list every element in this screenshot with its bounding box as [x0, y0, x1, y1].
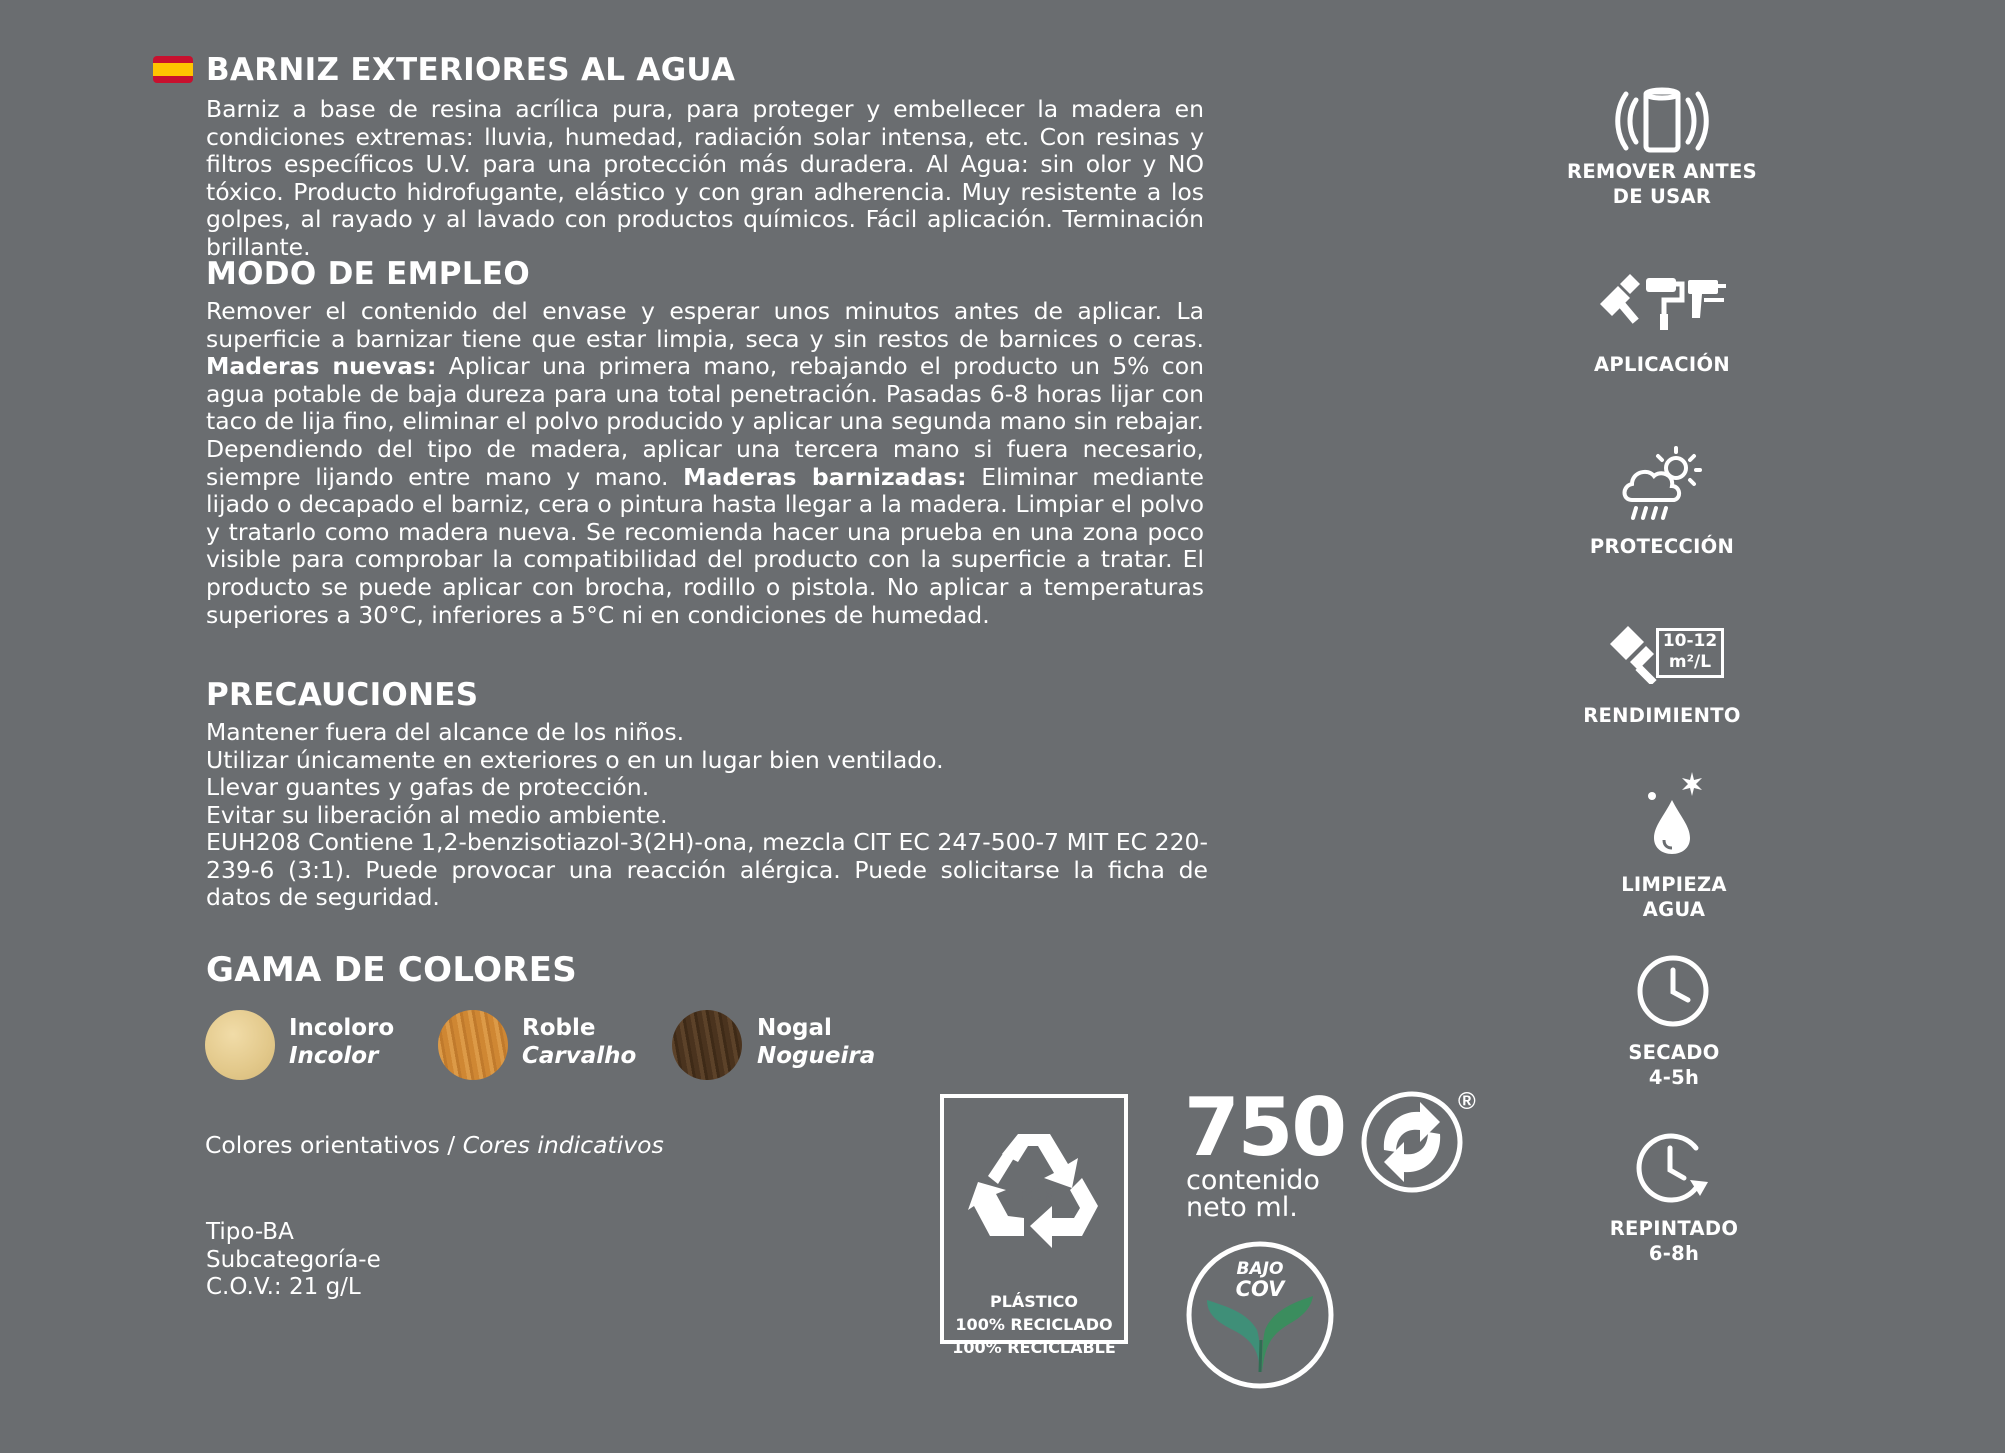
icon-label-line: 6-8h: [1648, 1242, 1700, 1265]
registered-mark: ®: [1458, 1088, 1476, 1115]
icon-label-line: DE USAR: [1612, 185, 1712, 208]
pcr-line: 100% RECICLABLE: [952, 1338, 1116, 1357]
swatch-alt-name: Carvalho: [522, 1043, 637, 1069]
brush-roller-spray-icon: [1596, 270, 1728, 332]
pcr-recycled-box: [940, 1094, 1128, 1357]
swatch-alt-name: Incolor: [289, 1043, 379, 1069]
spain-flag-icon: [153, 56, 193, 83]
coverage-unit: m²/L: [1668, 652, 1712, 672]
water-drop-icon: [1644, 768, 1708, 856]
pcr-line: 100% RECICLADO: [955, 1315, 1113, 1334]
swatch-name: Nogal: [757, 1015, 832, 1041]
colors-note-separator: /: [439, 1131, 463, 1159]
precaucion-line: Mantener fuera del alcance de los niños.: [206, 718, 685, 746]
precaucion-line: Llevar guantes y gafas de protección.: [206, 773, 650, 802]
icon-label-line: LIMPIEZA: [1621, 873, 1727, 896]
coverage-value: 10-12: [1662, 631, 1718, 651]
clock-repeat-icon: [1634, 1130, 1714, 1206]
tipo-line: Subcategoría-e: [206, 1246, 381, 1273]
maderas-nuevas-label: Maderas nuevas:: [206, 352, 437, 381]
swatch-incoloro: [205, 1010, 275, 1080]
euh208-statement: EUH208 Contiene 1,2-benzisotiazol-3(2H)-ona, mezcla CIT EC 247-500-7 MIT EC 220-239-6 (3:1). Puede provocar una reacción alérgica. Puede solicitarse la ficha de datos de seguridad.: [206, 828, 1208, 912]
icon-label-aplicacion: [1552, 352, 1772, 377]
product-title: BARNIZ EXTERIORES AL AGUA: [206, 52, 736, 88]
tipo-info: [206, 1219, 381, 1302]
icon-label-repintado: [1564, 1216, 1784, 1266]
icon-label-limpieza: [1564, 872, 1784, 922]
volume-label: [1186, 1167, 1320, 1221]
icon-label-line: RENDIMIENTO: [1583, 704, 1741, 727]
swatch-name: Incoloro: [289, 1015, 395, 1041]
icon-label-secado: [1564, 1040, 1784, 1090]
pcr-line: PLÁSTICO: [989, 1292, 1079, 1311]
green-dot-icon: [1360, 1090, 1464, 1194]
coverage-box: [1656, 628, 1724, 678]
modo-empleo-text: [206, 298, 1204, 629]
icon-label-line: 4-5h: [1648, 1066, 1700, 1089]
modo-p2: Aplicar una primera mano, rebajando el producto un 5% con agua potable de baja dureza para una total penetración. Pasadas 6-8 horas lijar con taco de lija fino, eliminar el polvo producido y aplicar una segunda mano sin rebajar. Dependiendo del tipo de madera, aplicar una tercera mano si fuera necesario, siempre lijando entre mano y mano.: [206, 352, 1204, 491]
bajo-cov-line2: COV: [1235, 1277, 1285, 1301]
volume-value: 750: [1184, 1081, 1345, 1174]
swatch-name: Roble: [522, 1015, 596, 1041]
icon-label-line: PROTECCIÓN: [1589, 535, 1735, 558]
icon-label-line: REPINTADO: [1609, 1217, 1739, 1240]
weather-icon: [1618, 440, 1706, 528]
colors-note: [205, 1132, 664, 1160]
maderas-barnizadas-label: Maderas barnizadas:: [683, 462, 967, 491]
modo-empleo-title: MODO DE EMPLEO: [206, 256, 531, 292]
icon-label-remover: [1552, 159, 1772, 209]
icon-label-line: APLICACIÓN: [1594, 353, 1730, 376]
icon-label-line: AGUA: [1642, 898, 1706, 921]
volume-label-line: neto ml.: [1186, 1192, 1298, 1223]
precauciones-list: [206, 719, 944, 829]
swatch-label-roble: [522, 1014, 636, 1070]
shake-can-icon: [1612, 86, 1712, 156]
swatch-nogal: [672, 1010, 742, 1080]
modo-p1: Remover el contenido del envase y esperar unos minutos antes de aplicar. La superficie a barnizar tiene que estar limpia, seca y sin restos de barnices o ceras.: [206, 297, 1204, 353]
bajo-cov-line1: BAJO: [1236, 1259, 1284, 1279]
precauciones-title: PRECAUCIONES: [206, 677, 479, 713]
coverage-icon: [1604, 622, 1660, 684]
swatch-label-nogal: [757, 1014, 875, 1070]
icon-label-line: REMOVER ANTES: [1567, 160, 1757, 183]
colors-note-pt: Cores indicativos: [462, 1131, 664, 1159]
volume-label-line: contenido: [1186, 1165, 1320, 1196]
gama-title: GAMA DE COLORES: [206, 950, 578, 990]
tipo-line: Tipo-BA: [206, 1219, 294, 1245]
tipo-line: C.O.V.: 21 g/L: [206, 1274, 361, 1300]
pcr-badge: PCR: [1018, 1185, 1054, 1204]
colors-note-es: Colores orientativos: [205, 1131, 440, 1159]
clock-icon: [1636, 954, 1710, 1028]
swatch-roble: [438, 1010, 508, 1080]
icon-label-rendimiento: [1552, 703, 1772, 728]
pcr-text: [944, 1290, 1124, 1359]
icon-label-proteccion: [1552, 534, 1772, 559]
swatch-label-incoloro: [289, 1014, 394, 1070]
precaucion-line: Evitar su liberación al medio ambiente.: [206, 800, 668, 829]
bajo-cov-text: [1185, 1260, 1335, 1300]
product-description: Barniz a base de resina acrílica pura, para proteger y embellecer la madera en condiciones extremas: lluvia, humedad, radiación solar intensa, etc. Con resinas y filtros específicos U.V. para una protección más duradera. Al Agua: sin olor y NO tóxico. Producto hidrofugante, elástico y con gran adherencia. Muy resistente a los golpes, al rayado y al lavado con productos químicos. Fácil aplicación. Terminación brillante.: [206, 95, 1204, 261]
icon-label-line: SECADO: [1628, 1041, 1720, 1064]
recycle-icon: [968, 1126, 1104, 1254]
precaucion-line: Utilizar únicamente en exteriores o en un lugar bien ventilado.: [206, 745, 944, 774]
modo-p3: Eliminar mediante lijado o decapado el barniz, cera o pintura hasta llegar a la madera. Limpiar el polvo y tratarlo como madera nueva. Se recomienda hacer una prueba en una zona poco visible para comprobar la compatibilidad del producto con la superficie a tratar. El producto se puede aplicar con brocha, rodillo o pistola. No aplicar a temperaturas superiores a 30°C, inferiores a 5°C ni en condiciones de humedad.: [206, 462, 1204, 629]
swatch-alt-name: Nogueira: [757, 1043, 876, 1069]
